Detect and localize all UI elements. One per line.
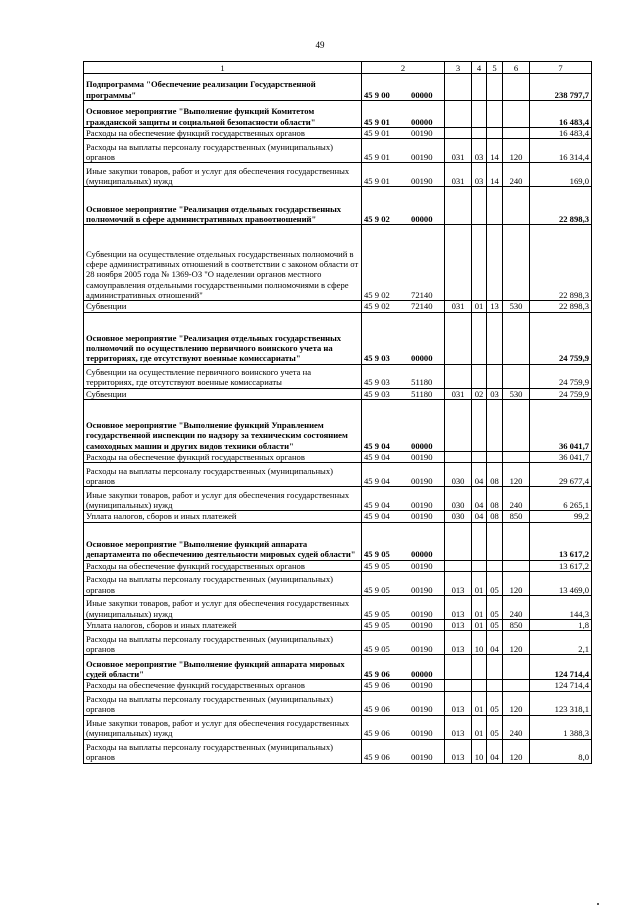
section-code-cell [472,312,487,364]
ministry-code-cell: 030 [445,463,472,487]
target-code-cell: 45 9 04 [362,487,400,511]
target-code-cell: 45 9 05 [362,522,400,560]
amount-cell: 13 469,0 [530,571,592,595]
section-code-cell: 03 [472,139,487,163]
target-code-cell: 45 9 02 [362,301,400,312]
ministry-code-cell [445,312,472,364]
direction-code-cell: 00190 [400,560,445,571]
ministry-code-cell: 031 [445,388,472,399]
target-code-cell: 45 9 06 [362,715,400,739]
section-code-cell: 01 [472,595,487,619]
row-name-cell: Расходы на выплаты персоналу государственных (муниципальных) органов [84,139,362,163]
target-code-cell: 45 9 02 [362,225,400,301]
subsection-code-cell [487,312,503,364]
amount-cell: 2,1 [530,631,592,655]
expense-type-cell: 530 [503,388,530,399]
subsection-code-cell [487,128,503,139]
table-row [84,225,592,301]
row-name-cell: Расходы на обеспечение функций государственных органов [84,451,362,462]
direction-code-cell: 00190 [400,680,445,691]
amount-cell: 16 314,4 [530,139,592,163]
direction-code-cell: 00190 [400,631,445,655]
row-name-cell: Основное мероприятие "Реализация отдельных государственных полномочий в сфере административных правоотношений" [84,187,362,225]
amount-cell: 36 041,7 [530,399,592,451]
table-row [84,680,592,691]
amount-cell: 99,2 [530,511,592,522]
section-code-cell: 02 [472,388,487,399]
subsection-code-cell [487,187,503,225]
ministry-code-cell [445,522,472,560]
target-code-cell: 45 9 01 [362,139,400,163]
row-name-cell: Расходы на выплаты персоналу государственных (муниципальных) органов [84,463,362,487]
amount-cell: 16 483,4 [530,101,592,128]
subsection-code-cell: 04 [487,739,503,763]
row-name-cell: Субвенции [84,388,362,399]
row-name-cell: Иные закупки товаров, работ и услуг для обеспечения государственных (муниципальных) нужд [84,595,362,619]
amount-cell: 123 318,1 [530,691,592,715]
row-name-cell: Основное мероприятие "Выполнение функций Управлением государственной инспекции по надзору за техническим состоянием самоходных машин и других видов техники области" [84,399,362,451]
amount-cell: 169,0 [530,163,592,187]
section-code-cell: 04 [472,511,487,522]
direction-code-cell: 00000 [400,312,445,364]
ministry-code-cell: 013 [445,715,472,739]
table-row [84,595,592,619]
expense-type-cell: 120 [503,463,530,487]
target-code-cell: 45 9 04 [362,399,400,451]
section-code-cell [472,655,487,680]
section-code-cell: 01 [472,715,487,739]
table-row-heading [84,522,592,560]
section-code-cell [472,128,487,139]
ministry-code-cell: 031 [445,163,472,187]
section-code-cell: 04 [472,487,487,511]
direction-code-cell: 00190 [400,739,445,763]
row-name-cell: Расходы на обеспечение функций государственных органов [84,128,362,139]
row-name-cell: Иные закупки товаров, работ и услуг для обеспечения государственных (муниципальных) нужд [84,163,362,187]
target-code-cell: 45 9 04 [362,451,400,462]
row-name-cell: Расходы на выплаты персоналу государственных (муниципальных) органов [84,739,362,763]
expense-type-cell: 120 [503,571,530,595]
subsection-code-cell: 13 [487,301,503,312]
expense-type-cell [503,101,530,128]
row-name-cell: Основное мероприятие "Выполнение функций аппарата департамента по обеспечению деятельности мировых судей области" [84,522,362,560]
direction-code-cell: 00190 [400,571,445,595]
target-code-cell: 45 9 05 [362,619,400,630]
subsection-code-cell [487,451,503,462]
expense-type-cell [503,399,530,451]
expense-type-cell: 850 [503,619,530,630]
direction-code-cell: 00190 [400,139,445,163]
table-row [84,715,592,739]
ministry-code-cell [445,128,472,139]
target-code-cell: 45 9 05 [362,595,400,619]
table-row [84,463,592,487]
table-row [84,301,592,312]
target-code-cell: 45 9 06 [362,691,400,715]
amount-cell: 124 714,4 [530,655,592,680]
row-name-cell: Подпрограмма "Обеспечение реализации Государственной программы" [84,74,362,101]
direction-code-cell: 00190 [400,487,445,511]
expense-type-cell [503,312,530,364]
section-code-cell [472,560,487,571]
row-name-cell: Субвенции на осуществление первичного воинского учета на территориях, где отсутствуют военные комиссариаты [84,364,362,388]
ministry-code-cell [445,225,472,301]
direction-code-cell: 00190 [400,619,445,630]
section-code-cell: 03 [472,163,487,187]
ministry-code-cell: 013 [445,619,472,630]
expense-type-cell: 240 [503,487,530,511]
target-code-cell: 45 9 05 [362,571,400,595]
section-code-cell: 01 [472,571,487,595]
expense-type-cell [503,74,530,101]
table-row [84,388,592,399]
ministry-code-cell [445,655,472,680]
row-name-cell: Иные закупки товаров, работ и услуг для обеспечения государственных (муниципальных) нужд [84,715,362,739]
amount-cell: 16 483,4 [530,128,592,139]
page-number: 49 [315,40,325,50]
row-name-cell: Расходы на выплаты персоналу государственных (муниципальных) органов [84,631,362,655]
section-code-cell [472,680,487,691]
table-header-row [84,62,592,74]
table-row [84,631,592,655]
row-name-cell: Уплата налогов, сборов и иных платежей [84,619,362,630]
header-col-7: 7 [530,62,592,74]
direction-code-cell: 00000 [400,655,445,680]
section-code-cell [472,187,487,225]
subsection-code-cell: 08 [487,463,503,487]
ministry-code-cell [445,399,472,451]
table-row-heading [84,312,592,364]
expense-type-cell: 240 [503,595,530,619]
direction-code-cell: 00190 [400,451,445,462]
ministry-code-cell: 030 [445,511,472,522]
amount-cell: 1 388,3 [530,715,592,739]
expense-type-cell: 850 [503,511,530,522]
amount-cell: 22 898,3 [530,225,592,301]
direction-code-cell: 00190 [400,715,445,739]
amount-cell: 24 759,9 [530,312,592,364]
table-row [84,511,592,522]
expense-type-cell [503,187,530,225]
target-code-cell: 45 9 05 [362,560,400,571]
expense-type-cell [503,128,530,139]
direction-code-cell: 00190 [400,128,445,139]
subsection-code-cell: 05 [487,571,503,595]
ministry-code-cell: 013 [445,631,472,655]
target-code-cell: 45 9 01 [362,163,400,187]
target-code-cell: 45 9 06 [362,680,400,691]
row-name-cell: Иные закупки товаров, работ и услуг для обеспечения государственных (муниципальных) нужд [84,487,362,511]
expense-type-cell [503,364,530,388]
amount-cell: 36 041,7 [530,451,592,462]
ministry-code-cell [445,364,472,388]
direction-code-cell: 72140 [400,301,445,312]
section-code-cell: 04 [472,463,487,487]
section-code-cell [472,451,487,462]
subsection-code-cell: 14 [487,163,503,187]
row-name-cell: Субвенции на осуществление отдельных государственных полномочий в сфере административных отношений в соответствии с законом области от 28 ноября 2005 года № 1369-ОЗ "О наделении органов местного самоуправления отдельными государственными полномочиями в сфере административных отношений" [84,225,362,301]
subsection-code-cell [487,560,503,571]
direction-code-cell: 51180 [400,388,445,399]
ministry-code-cell: 031 [445,301,472,312]
ministry-code-cell: 030 [445,487,472,511]
direction-code-cell: 00190 [400,511,445,522]
expense-type-cell: 120 [503,739,530,763]
section-code-cell: 01 [472,619,487,630]
table-row-heading [84,74,592,101]
amount-cell: 24 759,9 [530,364,592,388]
expense-type-cell: 120 [503,139,530,163]
row-name-cell: Основное мероприятие "Выполнение функций Комитетом гражданской защиты и социальной безопасности области" [84,101,362,128]
subsection-code-cell [487,680,503,691]
header-col-2: 2 [362,62,445,74]
amount-cell: 29 677,4 [530,463,592,487]
header-col-5: 5 [487,62,503,74]
ministry-code-cell [445,680,472,691]
subsection-code-cell [487,101,503,128]
row-name-cell: Расходы на обеспечение функций государственных органов [84,680,362,691]
target-code-cell: 45 9 02 [362,187,400,225]
direction-code-cell: 00190 [400,595,445,619]
expense-type-cell: 120 [503,691,530,715]
expense-type-cell: 530 [503,301,530,312]
table-row [84,619,592,630]
ministry-code-cell [445,451,472,462]
budget-table [83,61,592,764]
table-row [84,691,592,715]
ministry-code-cell: 031 [445,139,472,163]
direction-code-cell: 00000 [400,522,445,560]
amount-cell: 22 898,3 [530,301,592,312]
target-code-cell: 45 9 04 [362,511,400,522]
row-name-cell: Субвенции [84,301,362,312]
table-row [84,139,592,163]
row-name-cell: Уплата налогов, сборов и иных платежей [84,511,362,522]
row-name-cell: Основное мероприятие "Выполнение функций аппарата мировых судей области" [84,655,362,680]
table-row [84,571,592,595]
expense-type-cell [503,680,530,691]
ministry-code-cell [445,101,472,128]
header-col-4: 4 [472,62,487,74]
target-code-cell: 45 9 03 [362,388,400,399]
subsection-code-cell: 05 [487,715,503,739]
target-code-cell: 45 9 06 [362,739,400,763]
amount-cell: 24 759,9 [530,388,592,399]
section-code-cell: 10 [472,631,487,655]
section-code-cell [472,225,487,301]
expense-type-cell [503,655,530,680]
section-code-cell: 01 [472,691,487,715]
target-code-cell: 45 9 01 [362,101,400,128]
row-name-cell: Расходы на выплаты персоналу государственных (муниципальных) органов [84,571,362,595]
ministry-code-cell [445,560,472,571]
table-row-heading [84,101,592,128]
expense-type-cell [503,560,530,571]
section-code-cell [472,101,487,128]
subsection-code-cell [487,225,503,301]
table-row [84,364,592,388]
ministry-code-cell: 013 [445,595,472,619]
direction-code-cell: 00190 [400,691,445,715]
expense-type-cell [503,522,530,560]
header-col-6: 6 [503,62,530,74]
table-row-heading [84,399,592,451]
section-code-cell [472,364,487,388]
header-col-1: 1 [84,62,362,74]
direction-code-cell: 51180 [400,364,445,388]
amount-cell: 1,8 [530,619,592,630]
amount-cell: 6 265,1 [530,487,592,511]
subsection-code-cell: 08 [487,487,503,511]
direction-code-cell: 72140 [400,225,445,301]
subsection-code-cell [487,655,503,680]
amount-cell: 13 617,2 [530,522,592,560]
ministry-code-cell: 013 [445,739,472,763]
section-code-cell [472,399,487,451]
direction-code-cell: 00000 [400,74,445,101]
amount-cell: 124 714,4 [530,680,592,691]
amount-cell: 8,0 [530,739,592,763]
expense-type-cell: 240 [503,163,530,187]
subsection-code-cell: 14 [487,139,503,163]
subsection-code-cell: 04 [487,631,503,655]
subsection-code-cell [487,74,503,101]
subsection-code-cell: 05 [487,691,503,715]
ministry-code-cell: 013 [445,691,472,715]
target-code-cell: 45 9 01 [362,128,400,139]
subsection-code-cell: 05 [487,595,503,619]
target-code-cell: 45 9 03 [362,312,400,364]
section-code-cell [472,522,487,560]
subsection-code-cell: 08 [487,511,503,522]
row-name-cell: Расходы на выплаты персоналу государственных (муниципальных) органов [84,691,362,715]
expense-type-cell: 240 [503,715,530,739]
table-row-heading [84,187,592,225]
table-row-heading [84,655,592,680]
table-row [84,128,592,139]
subsection-code-cell: 05 [487,619,503,630]
subsection-code-cell: 03 [487,388,503,399]
expense-type-cell [503,451,530,462]
table-row [84,451,592,462]
section-code-cell [472,74,487,101]
row-name-cell: Расходы на обеспечение функций государственных органов [84,560,362,571]
table-row [84,487,592,511]
table-row [84,739,592,763]
amount-cell: 238 797,7 [530,74,592,101]
target-code-cell: 45 9 05 [362,631,400,655]
target-code-cell: 45 9 04 [362,463,400,487]
row-name-cell: Основное мероприятие "Реализация отдельных государственных полномочий по осуществлению первичного воинского учета на территориях, где отсутствуют военные комиссариаты" [84,312,362,364]
direction-code-cell: 00190 [400,163,445,187]
direction-code-cell: 00000 [400,101,445,128]
amount-cell: 13 617,2 [530,560,592,571]
target-code-cell: 45 9 03 [362,364,400,388]
direction-code-cell: 00190 [400,463,445,487]
subsection-code-cell [487,522,503,560]
expense-type-cell: 120 [503,631,530,655]
table-row [84,560,592,571]
table-row [84,163,592,187]
direction-code-cell: 00000 [400,187,445,225]
subsection-code-cell [487,399,503,451]
ministry-code-cell [445,187,472,225]
section-code-cell: 10 [472,739,487,763]
expense-type-cell [503,225,530,301]
ministry-code-cell: 013 [445,571,472,595]
direction-code-cell: 00000 [400,399,445,451]
ministry-code-cell [445,74,472,101]
amount-cell: 144,3 [530,595,592,619]
amount-cell: 22 898,3 [530,187,592,225]
subsection-code-cell [487,364,503,388]
header-col-3: 3 [445,62,472,74]
section-code-cell: 01 [472,301,487,312]
target-code-cell: 45 9 06 [362,655,400,680]
target-code-cell: 45 9 00 [362,74,400,101]
